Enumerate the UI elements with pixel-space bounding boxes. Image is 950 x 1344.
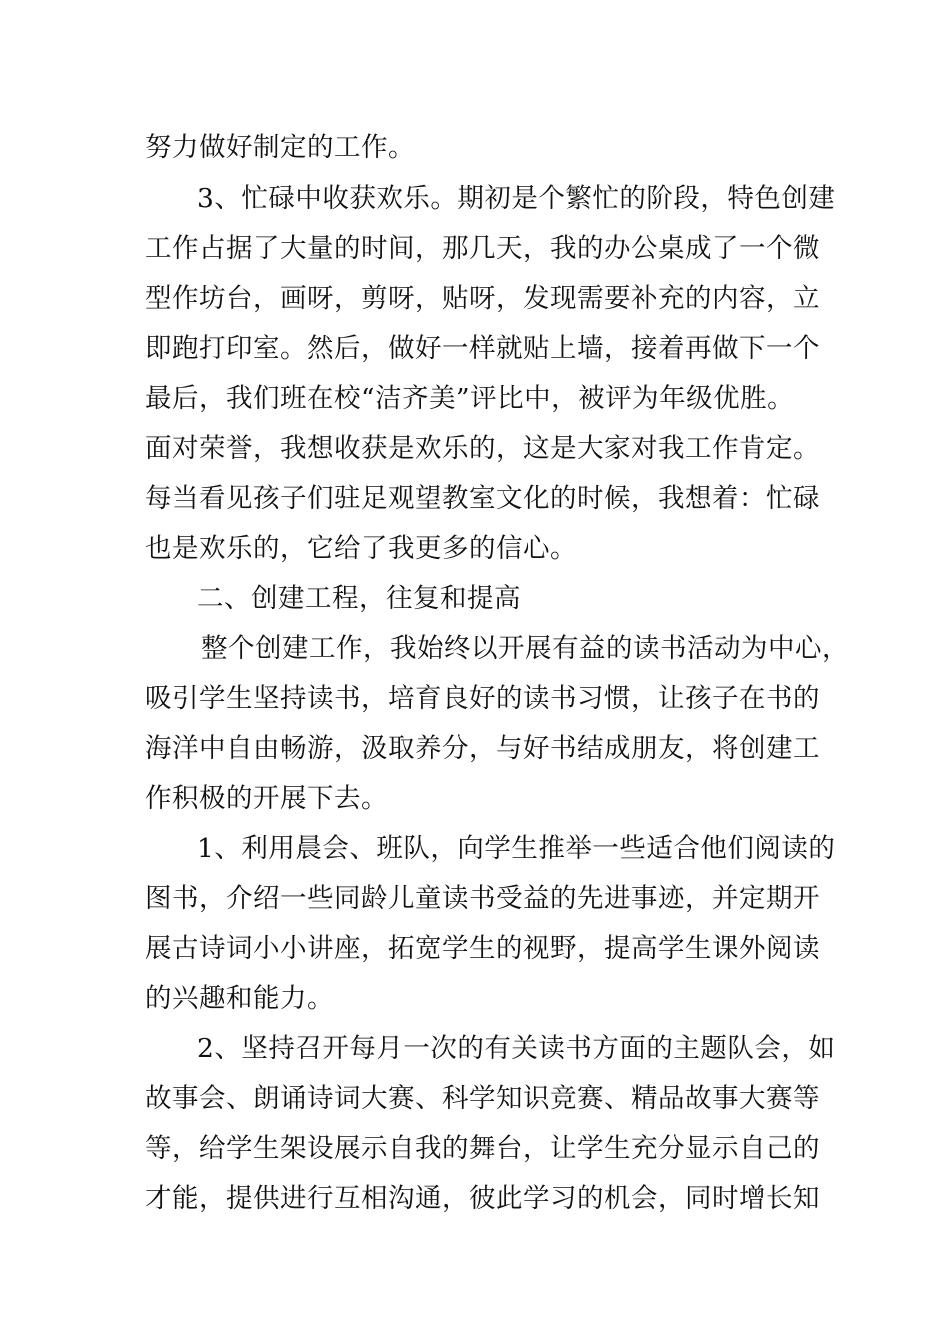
text-line: 海洋中自由畅游，汲取养分，与好书结成朋友，将创建工 — [145, 733, 820, 764]
text-line: 等，给学生架设展示自我的舞台，让学生充分显示自己的 — [145, 1133, 820, 1164]
text-line: 每当看见孩子们驻足观望教室文化的时候，我想着：忙碌 — [145, 483, 820, 514]
text-line: 作积极的开展下去。 — [145, 783, 388, 814]
text-line: 也是欢乐的，它给了我更多的信心。 — [145, 533, 577, 564]
text-line: 即跑打印室。然后，做好一样就贴上墙，接着再做下一个 — [145, 333, 820, 364]
text-line: 1、利用晨会、班队，向学生推举一些适合他们阅读的 — [197, 833, 836, 864]
text-line: 3、忙碌中收获欢乐。期初是个繁忙的阶段，特色创建 — [197, 183, 836, 214]
section-heading: 二、创建工程，往复和提高 — [197, 583, 521, 614]
text-line: 2、坚持召开每月一次的有关读书方面的主题队会，如 — [197, 1033, 836, 1064]
text-line: 最后，我们班在校“洁齐美”评比中，被评为年级优胜。 — [145, 383, 795, 414]
text-line: 展古诗词小小讲座，拓宽学生的视野，提高学生课外阅读 — [145, 933, 820, 964]
text-line: 吸引学生坚持读书，培育良好的读书习惯，让孩子在书的 — [145, 683, 820, 714]
text-line: 型作坊台，画呀，剪呀，贴呀，发现需要补充的内容，立 — [145, 283, 820, 314]
text-line: 面对荣誉，我想收获是欢乐的，这是大家对我工作肯定。 — [145, 433, 820, 464]
text-line: 故事会、朗诵诗词大赛、科学知识竞赛、精品故事大赛等 — [145, 1083, 820, 1114]
text-line: 工作占据了大量的时间，那几天，我的办公桌成了一个微 — [145, 233, 820, 264]
text-line: 整个创建工作，我始终以开展有益的读书活动为中心， — [201, 633, 849, 664]
text-line: 才能，提供进行互相沟通，彼此学习的机会，同时增长知 — [145, 1183, 820, 1214]
text-line: 的兴趣和能力。 — [145, 983, 334, 1014]
text-line: 图书，介绍一些同龄儿童读书受益的先进事迹，并定期开 — [145, 883, 820, 914]
text-line: 努力做好制定的工作。 — [145, 132, 415, 163]
